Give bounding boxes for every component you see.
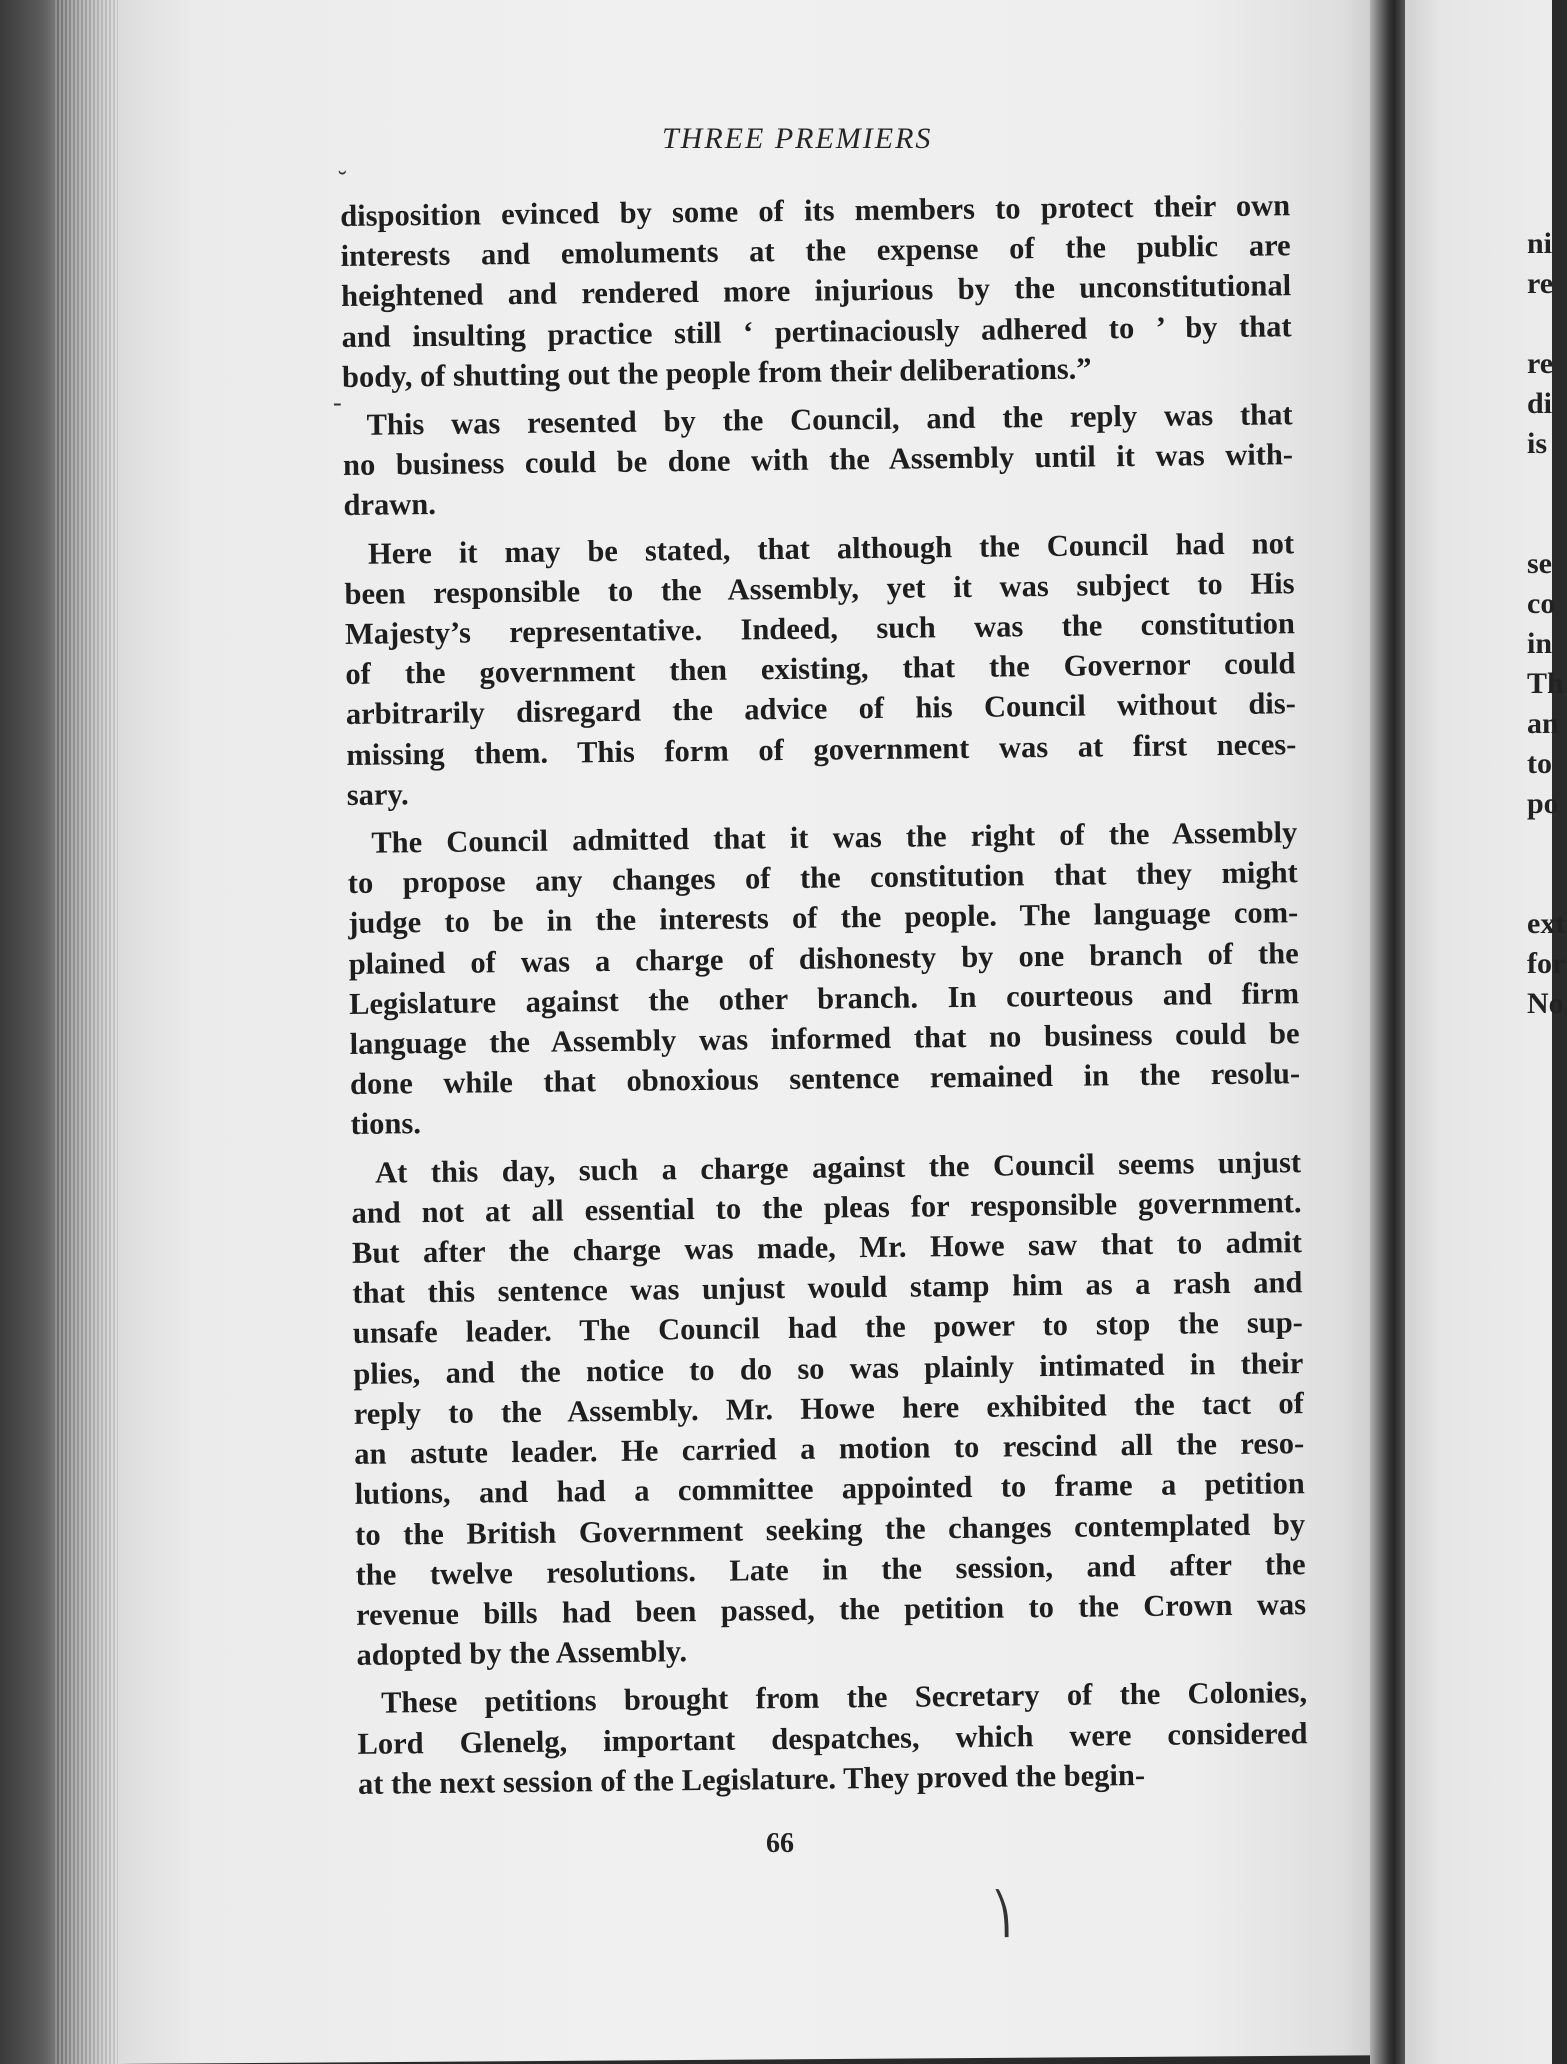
fragment-line: po (1527, 787, 1559, 820)
text-line: done while that obnoxious sentence remained in the resolu- (349, 1056, 1301, 1102)
text-line: missing them. This form of government was at first neces- (346, 726, 1297, 772)
text-line: Legislature against the other branch. In courteous and firm (348, 976, 1300, 1021)
text-line: adopted by the Assembly. (356, 1634, 688, 1673)
text-line: an astute leader. He carried a motion to rescind all the reso- (354, 1426, 1305, 1472)
text-line: judge to be in the interests of the people. The language com- (348, 895, 1299, 941)
text-line: unsafe leader. The Council had the power to stop the sup- (352, 1305, 1304, 1351)
text-line: heightened and rendered more injurious by the unconstitutional (340, 268, 1292, 314)
text-line: of the government then existing, that the Governor could (345, 646, 1296, 692)
fragment-line: di (1527, 387, 1553, 420)
fragment-line: re (1527, 267, 1554, 300)
book-edge (0, 0, 120, 2064)
fragment-line: se (1527, 547, 1552, 580)
fragment-line (1527, 824, 1567, 864)
text-line: Here it may be stated, that although the Council had not (367, 525, 1295, 571)
pencil-mark: ⎞ (992, 1891, 1012, 1936)
page-stack-lines (55, 0, 125, 2064)
paragraph (342, 394, 1293, 525)
fragment-line: Th (1527, 667, 1564, 700)
text-line: drawn. (343, 487, 437, 523)
text-line: reply to the Assembly. Mr. Howe here exhibited the tact of (353, 1386, 1304, 1431)
body-text (340, 185, 1308, 1812)
text-line: that this sentence was unjust would stamp him as a rash and (352, 1265, 1303, 1311)
page-number: 66 (766, 1828, 794, 1859)
text-line: to propose any changes of the constitution that they might (347, 855, 1298, 901)
text-line: These petitions brought from the Secretary of the Colonies, (380, 1675, 1308, 1720)
fragment-line: is (1527, 427, 1548, 460)
fragment-line: ni (1527, 227, 1553, 260)
pencil-mark: ˘ (338, 166, 347, 195)
fragment-line: to (1527, 747, 1552, 780)
text-line: tions. (350, 1106, 422, 1142)
text-line: At this day, such a charge against the Council seems unjust (374, 1144, 1302, 1190)
text-line: sary. (346, 777, 409, 812)
pencil-mark: - (333, 388, 342, 417)
book-gutter (1370, 0, 1410, 2064)
text-line: body, of shutting out the people from their deliberations.” (341, 351, 1092, 394)
text-line: Majesty’s representative. Indeed, such was the constitution (344, 606, 1296, 652)
text-line: and insulting practice still ‘ pertinaciously adhered to ’ by that (341, 308, 1292, 354)
paragraph (357, 1672, 1308, 1803)
fragment-line: in (1527, 627, 1553, 660)
fragment-line: No (1527, 987, 1564, 1020)
fragment-line (1527, 504, 1567, 544)
text-line: The Council admitted that it was the right of the Assembly (371, 815, 1298, 860)
text-line: interests and emoluments at the expense of the public are (340, 228, 1291, 274)
fragment-line: for (1527, 947, 1566, 980)
fragment-line: co (1527, 587, 1556, 620)
text-line: But after the charge was made, Mr. Howe saw that to admit (351, 1225, 1303, 1271)
paragraph (344, 523, 1297, 815)
text-line: This was resented by the Council, and the reply was that (366, 397, 1293, 442)
fragment-line (1527, 864, 1567, 904)
text-line: plies, and the notice to do so was plainly intimated in their (353, 1345, 1304, 1391)
text-line: at the next session of the Legislature. They proved the begin- (357, 1757, 1146, 1801)
fragment-line: re (1527, 347, 1554, 380)
text-line: language the Assembly was informed that no business could be (349, 1016, 1300, 1062)
text-line: been responsible to the Assembly, yet it was subject to His (344, 566, 1295, 611)
text-line: plained of was a charge of dishonesty by one branch of the (348, 935, 1299, 981)
fragment-line: ext (1527, 907, 1566, 940)
fragment-line (1527, 304, 1567, 344)
text-line: lutions, and had a committee appointed to frame a petition (354, 1466, 1305, 1512)
fragment-line: an (1527, 707, 1559, 740)
text-line: Lord Glenelg, important despatches, which were considered (357, 1715, 1308, 1761)
fragment-line (1527, 464, 1567, 504)
right-page-text-fragments (1527, 224, 1567, 1024)
text-line: to the British Government seeking the changes contemplated by (354, 1506, 1306, 1552)
text-line: arbitrarily disregard the advice of his Council without dis- (345, 686, 1297, 732)
text-line: and not at all essential to the pleas for responsible government. (351, 1185, 1302, 1230)
paragraph (340, 185, 1292, 397)
text-line: revenue bills had been passed, the petition to the Crown was (355, 1587, 1307, 1632)
text-line: no business could be done with the Assembly until it was with- (342, 437, 1294, 483)
paragraph (347, 812, 1301, 1144)
paragraph (351, 1142, 1307, 1675)
text-line: disposition evinced by some of its members to protect their own (340, 188, 1291, 233)
running-head: THREE PREMIERS (662, 122, 933, 155)
text-line: the twelve resolutions. Late in the session, and after the (355, 1546, 1306, 1592)
